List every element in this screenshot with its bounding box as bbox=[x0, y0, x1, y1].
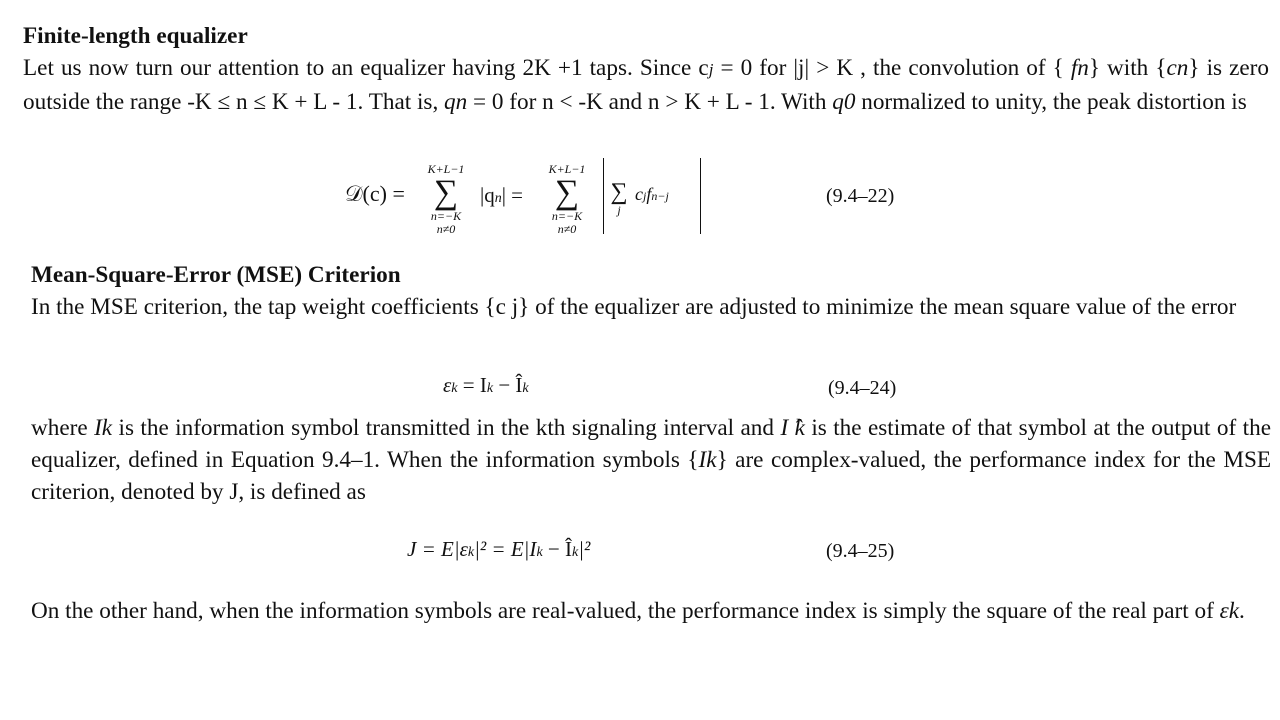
summation-inner bbox=[606, 180, 632, 217]
text-run-italic: fn bbox=[1070, 55, 1089, 81]
abs-bar-right bbox=[700, 158, 701, 234]
equation-body bbox=[407, 537, 590, 562]
summation-upper-limit: K+L−1 bbox=[427, 162, 465, 176]
equation-number: (9.4–25) bbox=[826, 540, 895, 562]
section-heading-mse-criterion: Mean-Square-Error (MSE) Criterion bbox=[31, 262, 401, 288]
term-subscript: k bbox=[451, 381, 458, 396]
text-run-italic: cn bbox=[1166, 55, 1189, 81]
term-subscript: j bbox=[643, 189, 647, 203]
term-subscript: n−j bbox=[651, 189, 669, 203]
text-run: = 0 for |j| > K , the convolution of { bbox=[713, 55, 1071, 81]
text-run-italic: qn bbox=[444, 89, 468, 115]
paragraph-where bbox=[31, 412, 1271, 508]
summation-upper-limit: K+L−1 bbox=[548, 162, 586, 176]
paragraph-real-valued bbox=[31, 595, 1263, 627]
term-text: |² bbox=[578, 537, 591, 561]
term-text: ε bbox=[443, 373, 452, 397]
term-subscript: k bbox=[522, 381, 529, 396]
equation-body bbox=[443, 373, 529, 398]
summation-lower-limit: n=−K bbox=[551, 209, 583, 223]
term-subscript: k bbox=[572, 545, 579, 560]
text-run: } is zero outside the range -K ≤ n ≤ K + L - 1. That is, bbox=[23, 55, 1269, 115]
text-run: } are complex-valued, the performance index for the MSE criterion, denoted by J, is defined as bbox=[31, 447, 1272, 505]
term-subscript: n bbox=[494, 191, 502, 206]
sigma-icon: ∑ bbox=[433, 174, 459, 211]
text-run: is the estimate of that symbol at the output of the equalizer, defined in Equation 9.4–1. When the information symbols { bbox=[31, 415, 1272, 473]
equation-number: (9.4–24) bbox=[828, 377, 897, 399]
paragraph-mse-intro: In the MSE criterion, the tap weight coefficients {c j} of the equalizer are adjusted to minimize the mean square value of the error bbox=[31, 294, 1237, 320]
term-text: f bbox=[646, 184, 652, 204]
text-run: . bbox=[1239, 598, 1245, 624]
text-run: = 0 for n < -K and n > K + L - 1. With bbox=[467, 89, 833, 115]
term-subscript: k bbox=[467, 545, 475, 560]
term-text: − Î bbox=[542, 537, 572, 561]
sigma-icon: ∑ bbox=[610, 179, 628, 205]
text-run-italic: Ik bbox=[698, 447, 717, 473]
text-run-italic: I ̂k bbox=[780, 415, 805, 441]
paragraph-finite-length bbox=[23, 52, 1269, 118]
term-text: | = bbox=[501, 183, 524, 207]
term-text: J = E|ε bbox=[407, 537, 468, 561]
summation-2 bbox=[535, 163, 599, 236]
text-run-italic: j bbox=[708, 60, 714, 79]
text-run: } with { bbox=[1088, 55, 1167, 81]
text-run-italic: Ik bbox=[94, 415, 113, 441]
text-run-italic: εk bbox=[1219, 598, 1240, 624]
text-run: normalized to unity, the peak distortion is bbox=[855, 89, 1247, 115]
summation-lower-limit: j bbox=[617, 203, 621, 217]
equation-lhs: 𝒟(c) = bbox=[345, 181, 405, 206]
equation-inner-term bbox=[635, 184, 669, 205]
term-text: = I bbox=[457, 373, 487, 397]
term-text: |q bbox=[480, 183, 495, 207]
text-run: where bbox=[31, 415, 95, 441]
text-run-italic: q0 bbox=[832, 89, 856, 115]
text-run: On the other hand, when the information symbols are real-valued, the performance index is simply the square of the real part of bbox=[31, 598, 1220, 624]
text-run: Let us now turn our attention to an equalizer having 2K +1 taps. Since c bbox=[23, 55, 709, 81]
summation-lower-limit: n≠0 bbox=[557, 222, 577, 236]
term-text: − Î bbox=[493, 373, 523, 397]
summation-lower-limit: n=−K bbox=[430, 209, 462, 223]
section-heading-finite-length-equalizer: Finite-length equalizer bbox=[23, 23, 248, 49]
term-subscript: k bbox=[486, 381, 494, 396]
term-subscript: k bbox=[536, 545, 543, 560]
abs-bar-left bbox=[603, 158, 604, 234]
equation-number: (9.4–22) bbox=[826, 185, 895, 207]
equation-term bbox=[480, 183, 523, 208]
sigma-icon: ∑ bbox=[554, 174, 580, 211]
summation-1 bbox=[414, 163, 478, 236]
term-text: c bbox=[635, 184, 643, 204]
term-text: |² = E|I bbox=[474, 537, 537, 561]
summation-lower-limit: n≠0 bbox=[436, 222, 456, 236]
text-run: is the information symbol transmitted in the kth signaling interval and bbox=[112, 415, 781, 441]
